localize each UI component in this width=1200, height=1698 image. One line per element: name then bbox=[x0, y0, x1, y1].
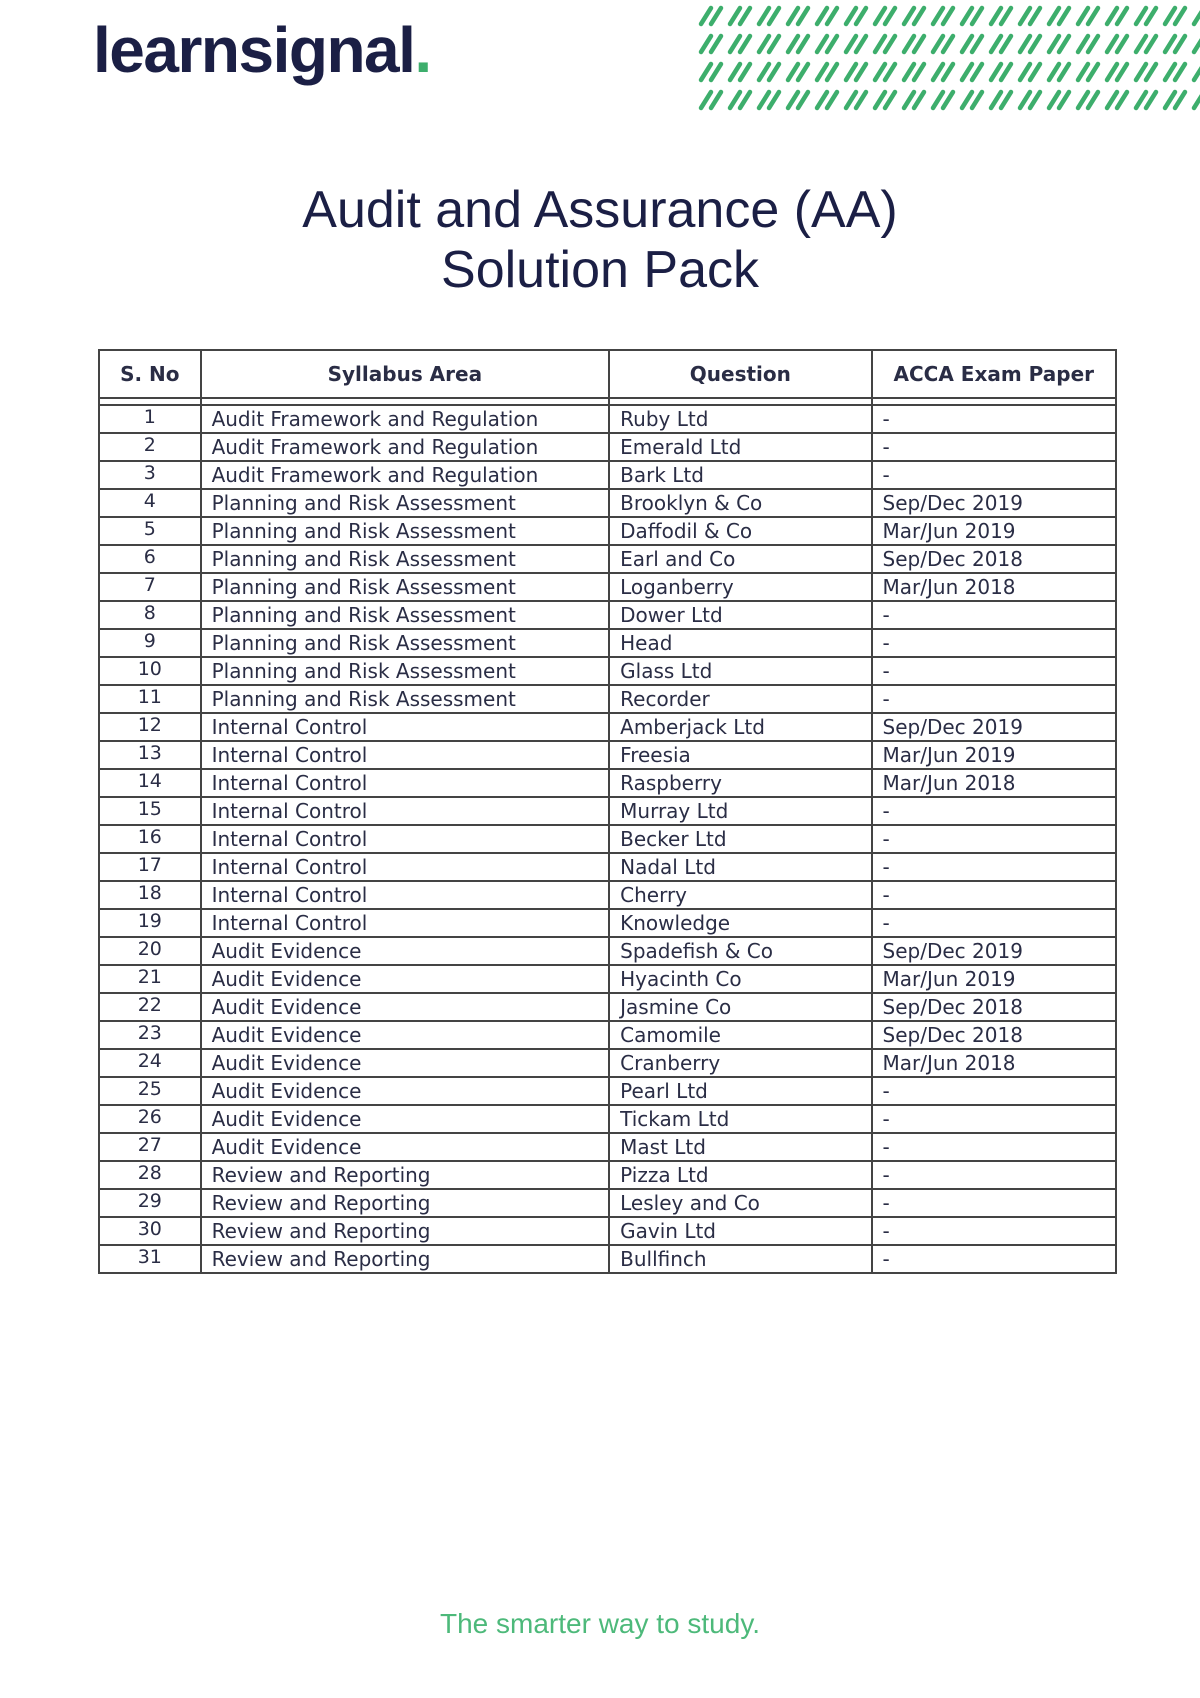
row-question: Cherry bbox=[609, 881, 871, 909]
row-syllabus-area: Audit Evidence bbox=[201, 937, 610, 965]
table-row bbox=[99, 685, 1116, 713]
row-question: Raspberry bbox=[609, 769, 871, 797]
row-question: Knowledge bbox=[609, 909, 871, 937]
row-question: Bark Ltd bbox=[609, 461, 871, 489]
row-exam-paper: - bbox=[872, 797, 1116, 825]
header-syllabus-area: Syllabus Area bbox=[201, 350, 610, 398]
row-exam-paper: Mar/Jun 2019 bbox=[872, 741, 1116, 769]
row-syllabus-area: Audit Framework and Regulation bbox=[201, 433, 610, 461]
row-question: Murray Ltd bbox=[609, 797, 871, 825]
table-row bbox=[99, 797, 1116, 825]
row-question: Tickam Ltd bbox=[609, 1105, 871, 1133]
row-sno: 23 bbox=[99, 1021, 201, 1049]
header-sno: S. No bbox=[99, 350, 201, 398]
row-sno: 22 bbox=[99, 993, 201, 1021]
solution-pack-table bbox=[98, 349, 1117, 1274]
row-exam-paper: - bbox=[872, 853, 1116, 881]
header-acca-exam-paper: ACCA Exam Paper bbox=[872, 350, 1116, 398]
row-syllabus-area: Internal Control bbox=[201, 881, 610, 909]
row-exam-paper: Sep/Dec 2018 bbox=[872, 545, 1116, 573]
table-row bbox=[99, 1021, 1116, 1049]
row-exam-paper: Sep/Dec 2019 bbox=[872, 713, 1116, 741]
row-exam-paper: - bbox=[872, 629, 1116, 657]
row-sno: 8 bbox=[99, 601, 201, 629]
row-syllabus-area: Planning and Risk Assessment bbox=[201, 545, 610, 573]
row-sno: 14 bbox=[99, 769, 201, 797]
table-row bbox=[99, 1077, 1116, 1105]
row-sno: 19 bbox=[99, 909, 201, 937]
row-sno: 12 bbox=[99, 713, 201, 741]
table-row bbox=[99, 937, 1116, 965]
table-row bbox=[99, 517, 1116, 545]
row-exam-paper: Sep/Dec 2019 bbox=[872, 937, 1116, 965]
row-sno: 9 bbox=[99, 629, 201, 657]
table-row bbox=[99, 909, 1116, 937]
header-question: Question bbox=[609, 350, 871, 398]
table-row bbox=[99, 545, 1116, 573]
table-row bbox=[99, 993, 1116, 1021]
table-row bbox=[99, 965, 1116, 993]
row-question: Lesley and Co bbox=[609, 1189, 871, 1217]
row-question: Cranberry bbox=[609, 1049, 871, 1077]
table-row bbox=[99, 489, 1116, 517]
row-sno: 3 bbox=[99, 461, 201, 489]
row-exam-paper: - bbox=[872, 825, 1116, 853]
row-question: Pizza Ltd bbox=[609, 1161, 871, 1189]
row-sno: 25 bbox=[99, 1077, 201, 1105]
row-syllabus-area: Planning and Risk Assessment bbox=[201, 517, 610, 545]
row-syllabus-area: Planning and Risk Assessment bbox=[201, 573, 610, 601]
row-sno: 2 bbox=[99, 433, 201, 461]
row-sno: 30 bbox=[99, 1217, 201, 1245]
row-exam-paper: Mar/Jun 2019 bbox=[872, 517, 1116, 545]
tagline: The smarter way to study. bbox=[439, 1608, 761, 1639]
row-sno: 10 bbox=[99, 657, 201, 685]
row-question: Head bbox=[609, 629, 871, 657]
row-exam-paper: - bbox=[872, 601, 1116, 629]
row-question: Loganberry bbox=[609, 573, 871, 601]
row-sno: 24 bbox=[99, 1049, 201, 1077]
table-row bbox=[99, 461, 1116, 489]
row-exam-paper: - bbox=[872, 1217, 1116, 1245]
table-row bbox=[99, 657, 1116, 685]
row-question: Hyacinth Co bbox=[609, 965, 871, 993]
row-exam-paper: Mar/Jun 2018 bbox=[872, 573, 1116, 601]
row-exam-paper: Sep/Dec 2019 bbox=[872, 489, 1116, 517]
row-question: Dower Ltd bbox=[609, 601, 871, 629]
table-row bbox=[99, 1217, 1116, 1245]
table-row bbox=[99, 405, 1116, 433]
table-row bbox=[99, 1189, 1116, 1217]
table-row bbox=[99, 825, 1116, 853]
row-syllabus-area: Audit Evidence bbox=[201, 1021, 610, 1049]
row-syllabus-area: Audit Evidence bbox=[201, 965, 610, 993]
row-question: Becker Ltd bbox=[609, 825, 871, 853]
row-syllabus-area: Review and Reporting bbox=[201, 1161, 610, 1189]
table-row bbox=[99, 741, 1116, 769]
page-title bbox=[0, 180, 1200, 300]
row-question: Nadal Ltd bbox=[609, 853, 871, 881]
row-sno: 26 bbox=[99, 1105, 201, 1133]
row-question: Earl and Co bbox=[609, 545, 871, 573]
row-sno: 4 bbox=[99, 489, 201, 517]
row-syllabus-area: Review and Reporting bbox=[201, 1245, 610, 1273]
row-exam-paper: - bbox=[872, 1189, 1116, 1217]
row-syllabus-area: Audit Framework and Regulation bbox=[201, 405, 610, 433]
row-question: Ruby Ltd bbox=[609, 405, 871, 433]
logo-dot: . bbox=[414, 14, 431, 86]
row-syllabus-area: Internal Control bbox=[201, 769, 610, 797]
row-sno: 13 bbox=[99, 741, 201, 769]
row-exam-paper: - bbox=[872, 405, 1116, 433]
row-syllabus-area: Review and Reporting bbox=[201, 1189, 610, 1217]
row-exam-paper: - bbox=[872, 1133, 1116, 1161]
table-row bbox=[99, 1133, 1116, 1161]
row-syllabus-area: Audit Evidence bbox=[201, 1133, 610, 1161]
table-header-row bbox=[99, 350, 1116, 398]
table-row bbox=[99, 1105, 1116, 1133]
row-sno: 15 bbox=[99, 797, 201, 825]
row-question: Daffodil & Co bbox=[609, 517, 871, 545]
row-question: Brooklyn & Co bbox=[609, 489, 871, 517]
row-syllabus-area: Audit Evidence bbox=[201, 1077, 610, 1105]
row-sno: 16 bbox=[99, 825, 201, 853]
header-spacer-row bbox=[99, 398, 1116, 405]
row-exam-paper: - bbox=[872, 433, 1116, 461]
row-exam-paper: - bbox=[872, 881, 1116, 909]
row-syllabus-area: Internal Control bbox=[201, 853, 610, 881]
table-row bbox=[99, 1245, 1116, 1273]
table-row bbox=[99, 769, 1116, 797]
table-row bbox=[99, 629, 1116, 657]
row-sno: 31 bbox=[99, 1245, 201, 1273]
row-sno: 20 bbox=[99, 937, 201, 965]
row-sno: 11 bbox=[99, 685, 201, 713]
row-question: Glass Ltd bbox=[609, 657, 871, 685]
row-syllabus-area: Audit Evidence bbox=[201, 993, 610, 1021]
table-row bbox=[99, 881, 1116, 909]
title-line-1: Audit and Assurance (AA) bbox=[302, 181, 898, 239]
table-row bbox=[99, 573, 1116, 601]
table-row bbox=[99, 433, 1116, 461]
row-question: Gavin Ltd bbox=[609, 1217, 871, 1245]
row-sno: 21 bbox=[99, 965, 201, 993]
row-syllabus-area: Audit Evidence bbox=[201, 1049, 610, 1077]
row-question: Mast Ltd bbox=[609, 1133, 871, 1161]
table-row bbox=[99, 601, 1116, 629]
title-line-2: Solution Pack bbox=[441, 241, 759, 299]
row-sno: 5 bbox=[99, 517, 201, 545]
row-sno: 27 bbox=[99, 1133, 201, 1161]
row-exam-paper: - bbox=[872, 1245, 1116, 1273]
row-syllabus-area: Internal Control bbox=[201, 713, 610, 741]
row-exam-paper: Sep/Dec 2018 bbox=[872, 993, 1116, 1021]
decorative-slash-pattern bbox=[695, 0, 1200, 118]
row-question: Spadefish & Co bbox=[609, 937, 871, 965]
row-syllabus-area: Planning and Risk Assessment bbox=[201, 657, 610, 685]
row-syllabus-area: Internal Control bbox=[201, 741, 610, 769]
row-sno: 7 bbox=[99, 573, 201, 601]
row-exam-paper: Mar/Jun 2018 bbox=[872, 1049, 1116, 1077]
row-exam-paper: - bbox=[872, 657, 1116, 685]
row-sno: 28 bbox=[99, 1161, 201, 1189]
row-exam-paper: - bbox=[872, 909, 1116, 937]
row-exam-paper: - bbox=[872, 1161, 1116, 1189]
row-exam-paper: - bbox=[872, 1105, 1116, 1133]
row-sno: 6 bbox=[99, 545, 201, 573]
row-exam-paper: - bbox=[872, 685, 1116, 713]
row-syllabus-area: Internal Control bbox=[201, 825, 610, 853]
logo-text: learnsignal bbox=[93, 14, 415, 86]
table-row bbox=[99, 713, 1116, 741]
row-exam-paper: Sep/Dec 2018 bbox=[872, 1021, 1116, 1049]
row-syllabus-area: Planning and Risk Assessment bbox=[201, 685, 610, 713]
row-question: Pearl Ltd bbox=[609, 1077, 871, 1105]
row-exam-paper: - bbox=[872, 1077, 1116, 1105]
row-syllabus-area: Planning and Risk Assessment bbox=[201, 601, 610, 629]
row-syllabus-area: Internal Control bbox=[201, 797, 610, 825]
row-syllabus-area: Planning and Risk Assessment bbox=[201, 489, 610, 517]
row-syllabus-area: Audit Evidence bbox=[201, 1105, 610, 1133]
row-exam-paper: Mar/Jun 2018 bbox=[872, 769, 1116, 797]
row-syllabus-area: Audit Framework and Regulation bbox=[201, 461, 610, 489]
table-row bbox=[99, 1049, 1116, 1077]
row-sno: 1 bbox=[99, 405, 201, 433]
table-row bbox=[99, 1161, 1116, 1189]
row-question: Freesia bbox=[609, 741, 871, 769]
row-sno: 18 bbox=[99, 881, 201, 909]
learnsignal-logo bbox=[93, 14, 431, 86]
row-question: Emerald Ltd bbox=[609, 433, 871, 461]
table-row bbox=[99, 853, 1116, 881]
row-question: Amberjack Ltd bbox=[609, 713, 871, 741]
row-syllabus-area: Planning and Risk Assessment bbox=[201, 629, 610, 657]
row-syllabus-area: Internal Control bbox=[201, 909, 610, 937]
row-syllabus-area: Review and Reporting bbox=[201, 1217, 610, 1245]
row-exam-paper: Mar/Jun 2019 bbox=[872, 965, 1116, 993]
row-sno: 17 bbox=[99, 853, 201, 881]
row-question: Recorder bbox=[609, 685, 871, 713]
row-question: Bullfinch bbox=[609, 1245, 871, 1273]
row-exam-paper: - bbox=[872, 461, 1116, 489]
row-question: Jasmine Co bbox=[609, 993, 871, 1021]
row-sno: 29 bbox=[99, 1189, 201, 1217]
row-question: Camomile bbox=[609, 1021, 871, 1049]
